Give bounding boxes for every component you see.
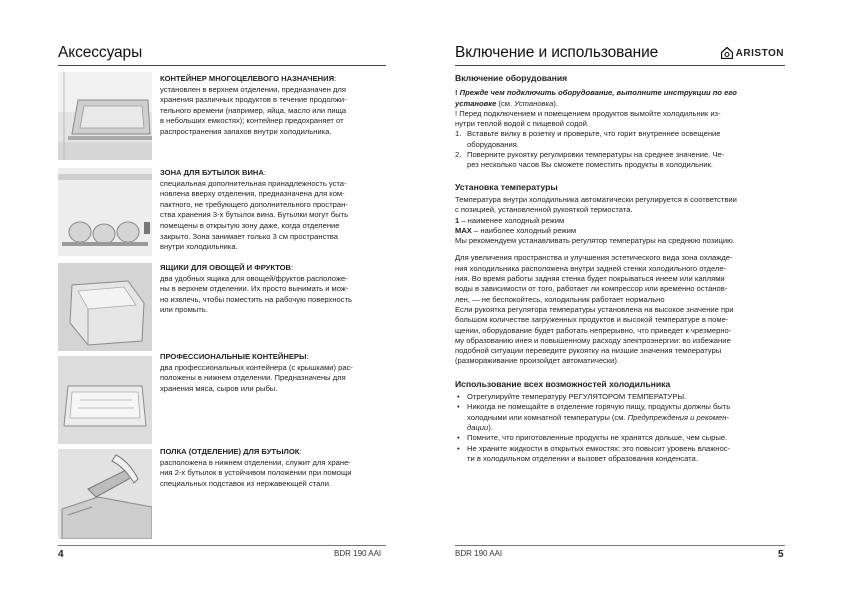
accessory-title: КОНТЕЙНЕР МНОГОЦЕЛЕВОГО НАЗНАЧЕНИЯ xyxy=(160,74,335,83)
step-item xyxy=(455,150,785,171)
mode-value: – наименее холодный режим xyxy=(459,215,565,225)
step-number: 1. xyxy=(455,129,462,139)
bullet-item xyxy=(455,433,785,443)
line: Не храните жидкости в открытых емкостях: это повысит уровень влажнос- xyxy=(467,443,731,453)
bullet-text: Отрегулируйте температуру РЕГУЛЯТОРОМ ТЕМПЕРАТУРЫ. xyxy=(467,392,687,402)
accessory-description xyxy=(160,363,386,395)
line: тельного времени (например, яйца, масло или пища xyxy=(160,105,347,115)
line: ства хранения 3-х бутылок вина. Бутылки могут быть xyxy=(160,210,349,220)
line: Температура внутри холодильника автоматически регулируется в соответствии xyxy=(455,194,737,204)
line: подобной ситуации переведите рукоятку на низшие значения температуры xyxy=(455,346,722,356)
wine-bottle-zone-image xyxy=(58,168,152,256)
accessory-description xyxy=(160,458,386,490)
step-number: 2. xyxy=(455,150,462,160)
line: положены в нижнем отделении. Предназначены для xyxy=(160,373,346,383)
text: ). xyxy=(488,422,493,432)
note-paragraph xyxy=(455,109,785,130)
vegetable-drawer-image xyxy=(58,263,152,351)
line: закрыто. Зона занимает только 3 см пространства xyxy=(160,231,338,241)
professional-containers-image xyxy=(58,356,152,444)
left-title-rule xyxy=(58,65,386,66)
mode-min xyxy=(455,216,785,226)
section-title: Установка температуры xyxy=(455,181,558,192)
line: большом количестве загруженных продуктов и высокой температуре в поме- xyxy=(455,315,729,325)
bullet-item xyxy=(455,392,785,402)
line: специальных подставок из нержавеющей стали. xyxy=(160,478,332,488)
line: ния холодильника расположена внутри задней стенки холодильного отделе- xyxy=(455,263,727,273)
ref-link: дации xyxy=(467,422,489,432)
left-page-number: 4 xyxy=(58,549,64,560)
line: Поверните рукоятку регулировки температуры на среднее значение. Че- xyxy=(467,150,725,160)
bullet-text: Помните, что приготовленные продукты не хранятся дольше, чем сырые. xyxy=(467,433,728,443)
mode-key: 1 xyxy=(455,215,460,225)
bullet-icon: • xyxy=(457,402,460,412)
accessory-description xyxy=(160,179,386,253)
bullet-icon: • xyxy=(457,443,460,453)
warning-paragraph xyxy=(455,88,785,109)
line: но извлечь, чтобы поместить на рабочую поверхность xyxy=(160,294,353,304)
brand-logo xyxy=(721,47,784,59)
line: Для увеличения пространства и улучшения эстетического вида зона охлажде- xyxy=(455,253,733,263)
accessory-title: ЗОНА ДЛЯ БУТЫЛОК ВИНА xyxy=(160,168,264,177)
bottle-shelf-image xyxy=(58,449,152,539)
line: расположена в нижнем отделении, служит для хране- xyxy=(160,457,351,467)
line: специальная дополнительная принадлежность уста- xyxy=(160,178,347,188)
line: новлена вверху отделения, предназначена для ком- xyxy=(160,189,345,199)
accessory-item-1: КОНТЕЙНЕР МНОГОЦЕЛЕВОГО НАЗНАЧЕНИЯ: установлен в верхнем отделении, предназначен для хранения различных продуктов в течение продолжи- тельного времени (например, яйца, масло или пища в небольших емкостях); контейнер предохраняет от распространения запахов внутри холодильника. xyxy=(160,74,386,138)
bullet-item xyxy=(455,444,785,465)
line: лен, — не беспокойтесь, холодильник работает нормально xyxy=(455,294,665,304)
right-page-title: Включение и использование xyxy=(455,44,659,61)
right-page-number: 5 xyxy=(778,549,784,560)
line: ны в верхнем отделении. Их просто вынимать и мож- xyxy=(160,284,349,294)
accessory-item-2: ЗОНА ДЛЯ БУТЫЛОК ВИНА: специальная дополнительная принадлежность уста- новлена вверху отделения, предназначена для ком- пактного, не требующего дополнительного простран- ства хранения 3-х бутылок вина. Бутылки могут быть помещены в открытую зону даже, когда отделение закрыто. Зона занимает только 3 см пространства внутри холодильника. xyxy=(160,168,386,253)
bullet-item xyxy=(455,402,785,433)
line: с позицией, установленной рукояткой термостата. xyxy=(455,205,633,215)
left-model-label: BDR 190 AAI xyxy=(334,549,382,558)
ref-link: Предупреждения и рекомен- xyxy=(627,412,729,422)
mode-value: – наиболее холодный режим xyxy=(471,225,577,235)
line: в небольших емкостях); контейнер предохраняет от xyxy=(160,116,344,126)
section-title: Использование всех возможностей холодильника xyxy=(455,378,671,389)
accessory-item-3: ЯЩИКИ ДЛЯ ОВОЩЕЙ И ФРУКТОВ: два удобных ящика для овощей/фруктов расположе- ны в верхнем отделении. Их просто вынимать и мож- но извлечь, чтобы поместить на рабочую поверхность или промыть. xyxy=(160,263,386,316)
mode-max xyxy=(455,226,785,236)
line: рез несколько часов Вы сможете поместить продукты в холодильник. xyxy=(467,160,713,170)
line: два профессиональных контейнера (с крышками) рас- xyxy=(160,362,353,372)
right-title-rule xyxy=(455,65,785,66)
brand-name: ARISTON xyxy=(735,47,784,59)
line: хранения различных продуктов в течение продолжи- xyxy=(160,95,347,105)
line: воды в зависимости от того, работает ли компрессор или временно останов- xyxy=(455,284,728,294)
line: Никогда не помещайте в отделение горячую пищу, продукты должны быть xyxy=(467,402,731,412)
accessory-title: ПОЛКА (ОТДЕЛЕНИЕ) ДЛЯ БУТЫЛОК xyxy=(160,447,300,456)
accessory-title: ПРОФЕССИОНАЛЬНЫЕ КОНТЕЙНЕРЫ xyxy=(160,352,307,361)
line: распространения запахов внутри холодильника. xyxy=(160,126,332,136)
right-main-content xyxy=(455,73,785,464)
ref-prefix: (см. xyxy=(496,98,515,108)
line: или промыть. xyxy=(160,305,208,315)
bullet-icon: • xyxy=(457,433,460,443)
line: помещены в открытую зону даже, когда отделение xyxy=(160,220,340,230)
line: установлен в верхнем отделении, предназначен для xyxy=(160,84,346,94)
accessory-item-5: ПОЛКА (ОТДЕЛЕНИЕ) ДЛЯ БУТЫЛОК: расположена в нижнем отделении, служит для хране- ния 2-х бутылок в устойчивом положении при помощи специальных подставок из нержавеющей стали. xyxy=(160,447,386,489)
line: ти в холодильном отделении и вызовет образования конденсата. xyxy=(467,453,698,463)
section-title: Включение оборудования xyxy=(455,73,568,83)
accessory-description xyxy=(160,274,386,316)
right-model-label: BDR 190 AAI xyxy=(455,549,503,558)
line: пактного, не требующего дополнительного простран- xyxy=(160,199,348,209)
left-footer-rule xyxy=(58,545,386,546)
info-paragraph xyxy=(455,253,785,366)
left-page-title: Аксессуары xyxy=(58,44,143,61)
ref-suffix: ). xyxy=(553,98,558,108)
line: хранения мяса, сыров или рыбы. xyxy=(160,383,278,393)
line: ния. Во время работы задняя стенка будет покрываться инеем или каплями xyxy=(455,274,725,284)
line: ния 2-х бутылок в устойчивом положении при помощи xyxy=(160,468,352,478)
mode-key: MAX xyxy=(455,225,472,235)
line: два удобных ящика для овощей/фруктов расположе- xyxy=(160,273,348,283)
line: Вставьте вилку в розетку и проверьте, что горит внутреннее освещение xyxy=(467,129,721,139)
line: му образованию инея и повышенному расходу электроэнергии: во избежание xyxy=(455,335,731,345)
warning-text: Прежде чем подключить оборудование, выполните инструкции по его xyxy=(459,88,737,98)
line: Если рукоятка регулятора температуры установлена на высокое значение при xyxy=(455,304,734,314)
multipurpose-container-image xyxy=(58,72,152,160)
intro-paragraph xyxy=(455,195,785,216)
text: холодными или комнатной температуры (см. xyxy=(467,412,628,422)
recommendation: Мы рекомендуем устанавливать регулятор температуры на среднюю позицию. xyxy=(455,236,735,246)
line: ! Перед подключением и помещением продуктов вымойте холодильник из- xyxy=(455,108,721,118)
line: оборудования. xyxy=(467,139,519,149)
warning-mark: ! xyxy=(455,88,458,98)
ref-link: Установка xyxy=(514,98,554,108)
line: внутри холодильника. xyxy=(160,242,238,252)
warning-text-cont: установке xyxy=(455,98,497,108)
line: нутри теплой водой с пищевой содой. xyxy=(455,119,589,129)
line: (размораживание произойдет автоматически). xyxy=(455,356,620,366)
step-item xyxy=(455,129,785,150)
bullet-icon: • xyxy=(457,392,460,402)
house-icon xyxy=(721,47,733,59)
accessory-description xyxy=(160,85,386,138)
accessory-title: ЯЩИКИ ДЛЯ ОВОЩЕЙ И ФРУКТОВ xyxy=(160,263,292,272)
line: щении, оборудование будет работать непрерывно, что приведет к чрезмерно- xyxy=(455,325,732,335)
accessory-item-4: ПРОФЕССИОНАЛЬНЫЕ КОНТЕЙНЕРЫ: два профессиональных контейнера (с крышками) рас- положены в нижнем отделении. Предназначены для хранения мяса, сыров или рыбы. xyxy=(160,352,386,394)
right-footer-rule xyxy=(455,545,785,546)
